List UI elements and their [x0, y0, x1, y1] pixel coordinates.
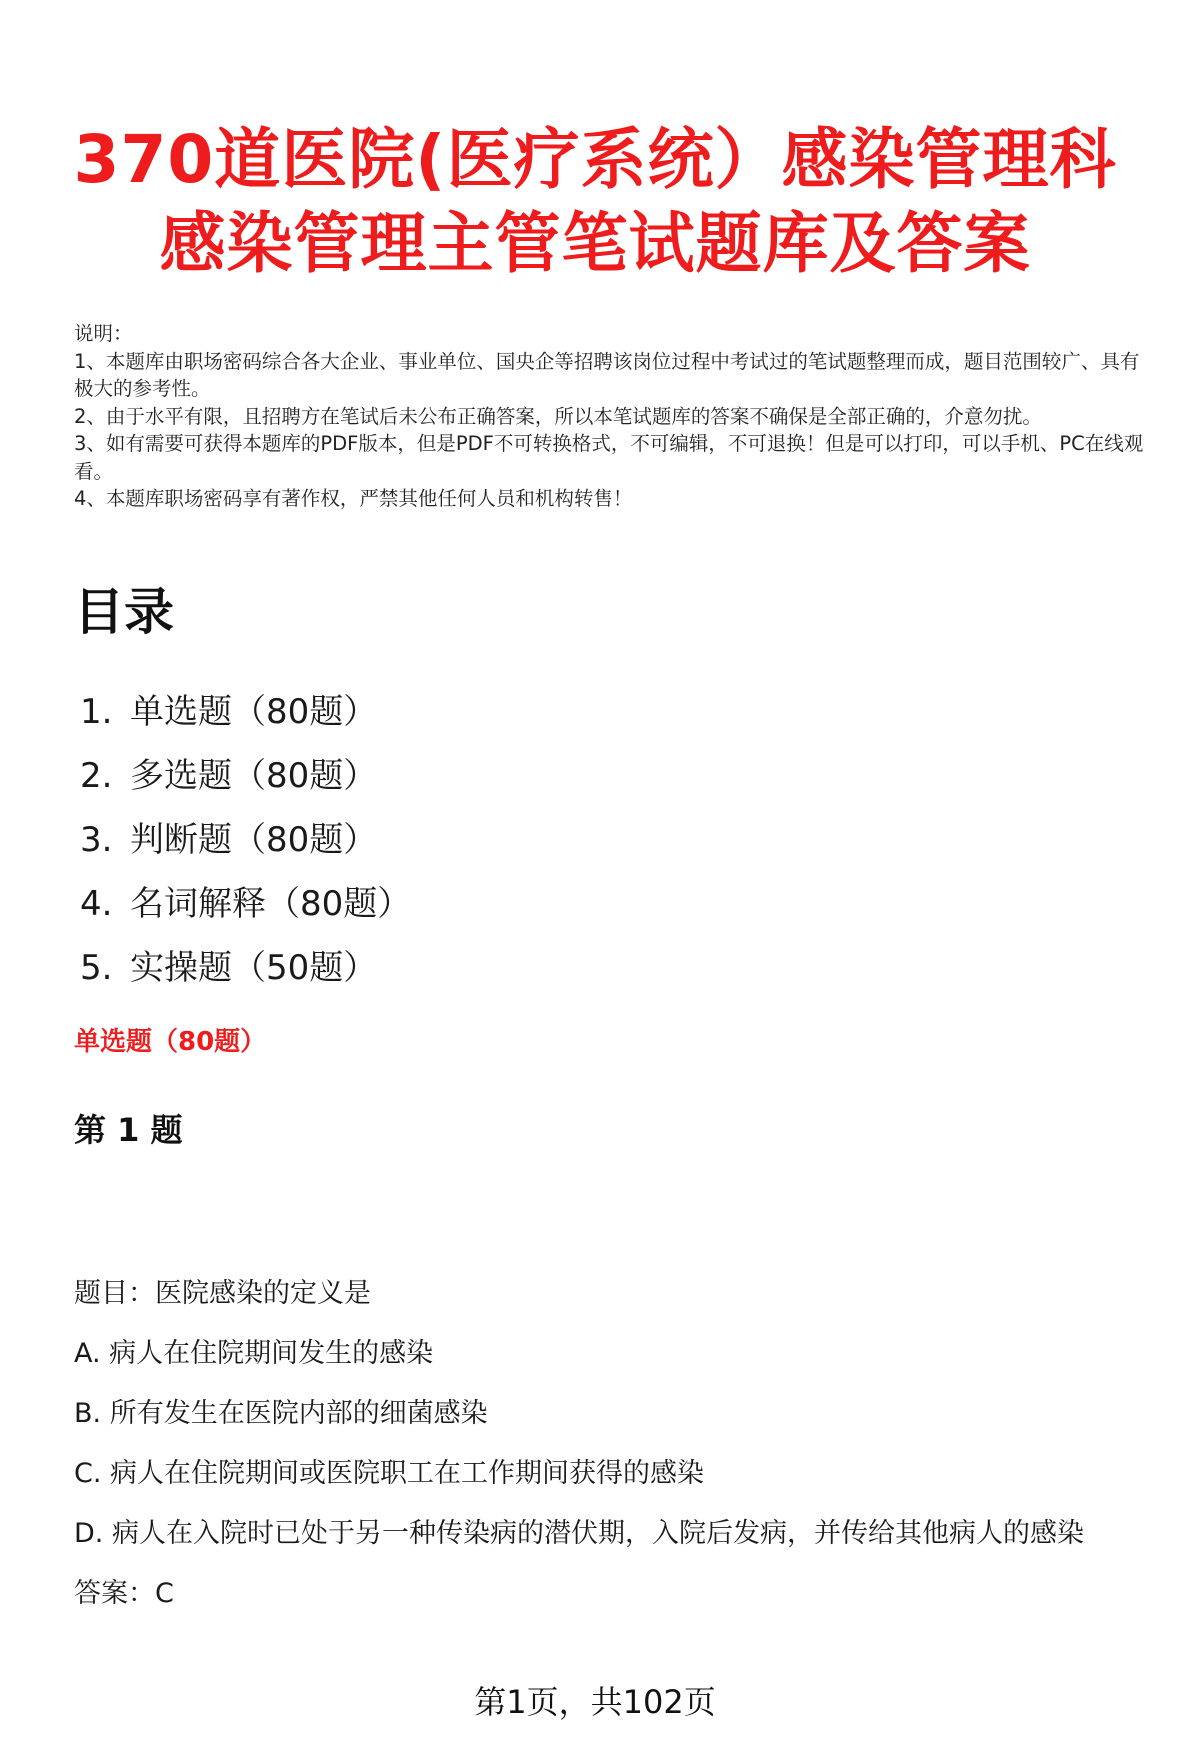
- toc-item-label: 判断题（80题）: [130, 820, 378, 860]
- title-line-2: 感染管理主管笔试题库及答案: [159, 205, 1031, 282]
- toc-item-number: 3.: [80, 820, 113, 860]
- instruction-item: 4、本题库职场密码享有著作权，严禁其他任何人员和机构转售！: [74, 487, 633, 510]
- question-block: [74, 1264, 1164, 1624]
- toc-heading: 目录: [74, 583, 174, 641]
- toc-item-label: 多选题（80题）: [130, 756, 378, 796]
- page-number: 第1页，共102页: [474, 1683, 716, 1721]
- toc-item-label: 名词解释（80题）: [130, 884, 412, 924]
- table-of-contents: [80, 680, 411, 1000]
- toc-item[interactable]: [80, 680, 411, 744]
- instruction-item: 1、本题库由职场密码综合各大企业、事业单位、国央企等招聘该岗位过程中考试过的笔试题整理而成，题目范围较广、具有极大的参考性。: [74, 349, 1140, 400]
- toc-item-number: 2.: [80, 756, 113, 796]
- toc-item-number: 1.: [80, 692, 113, 732]
- title-line-1: 370道医院(医疗系统）感染管理科: [73, 121, 1117, 198]
- answer-option: A. 病人在住院期间发生的感染: [74, 1338, 434, 1369]
- instructions-block: [74, 320, 1154, 513]
- instructions-header: 说明：: [74, 322, 133, 345]
- instruction-item: 3、如有需要可获得本题库的PDF版本，但是PDF不可转换格式，不可编辑，不可退换！但是可以打印，可以手机、PC在线观看。: [74, 432, 1144, 483]
- toc-item-label: 实操题（50题）: [130, 948, 378, 988]
- answer-option: B. 所有发生在医院内部的细菌感染: [74, 1398, 488, 1429]
- toc-item[interactable]: [80, 808, 411, 872]
- toc-item-label: 单选题（80题）: [130, 692, 378, 732]
- question-heading: 第 1 题: [74, 1111, 183, 1149]
- document-title: [60, 118, 1130, 286]
- answer-key: 答案：C: [74, 1578, 174, 1609]
- question-stem: 题目：医院感染的定义是: [74, 1278, 371, 1309]
- section-title: 单选题（80题）: [74, 1027, 267, 1057]
- toc-item[interactable]: [80, 744, 411, 808]
- answer-option: C. 病人在住院期间或医院职工在工作期间获得的感染: [74, 1458, 705, 1489]
- toc-item-number: 4.: [80, 884, 113, 924]
- toc-item[interactable]: [80, 936, 411, 1000]
- toc-item-number: 5.: [80, 948, 113, 988]
- instruction-item: 2、由于水平有限，且招聘方在笔试后未公布正确答案，所以本笔试题库的答案不确保是全部正确的，介意勿扰。: [74, 404, 1042, 428]
- toc-item[interactable]: [80, 872, 411, 936]
- answer-option: D. 病人在入院时已处于另一种传染病的潜伏期，入院后发病，并传给其他病人的感染: [74, 1518, 1084, 1549]
